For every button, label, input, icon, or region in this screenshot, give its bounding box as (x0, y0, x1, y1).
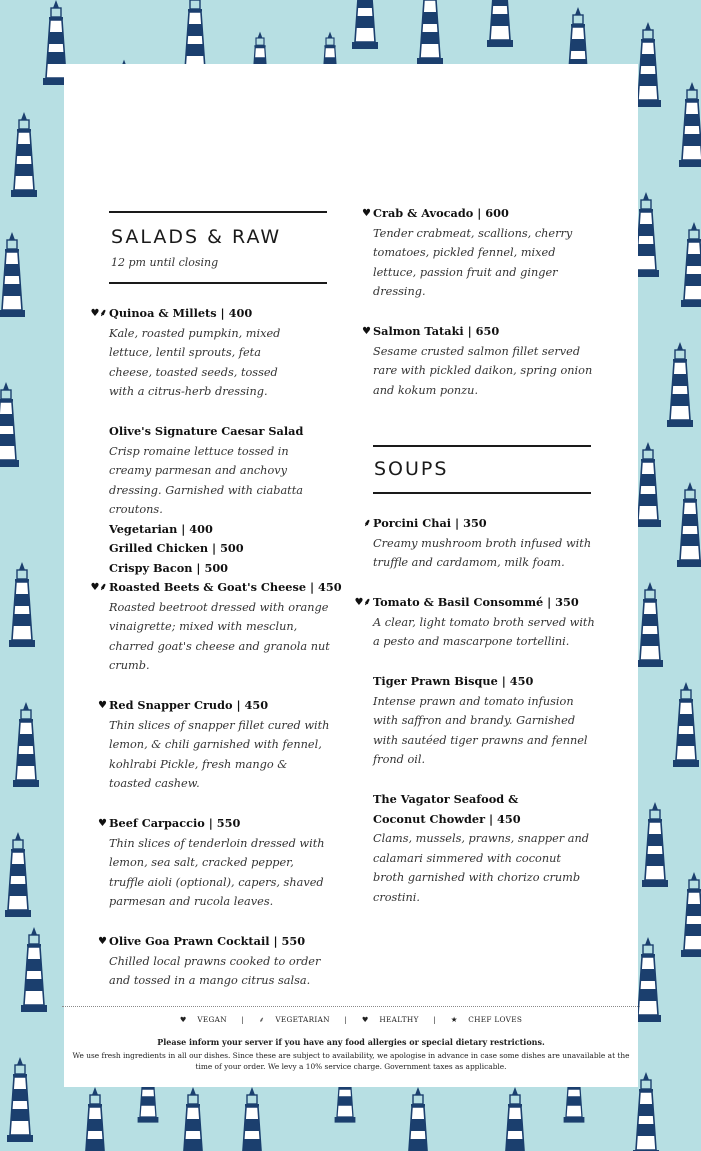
item-name: Olive's Signature Caesar Salad (109, 424, 304, 438)
heart-icon: ♥ (362, 326, 371, 337)
heart-leaf-icon: ♥⸙ (90, 308, 107, 319)
item-description: Thin slices of tenderloin dressed with lemon, sea salt, cracked pepper, truffle aioli (optional), capers, shaved parmesan and rucola leaves. (109, 836, 325, 908)
dietary-legend: ♥ VEGAN | ⸙ VEGETARIAN | ♥ HEALTHY | ★ CHEF LOVES (64, 1015, 638, 1025)
soups-rule-top (373, 445, 591, 447)
star-icon: ★ (450, 1015, 458, 1024)
heart-icon: ♥ (362, 208, 371, 219)
menu-item-caesar (109, 422, 331, 578)
heart-icon: ♥ (179, 1015, 187, 1024)
item-name: Salmon Tataki | 650 (373, 324, 500, 338)
allergy-notice: Please inform your server if you have any food allergies or special dietary restrictions. (157, 1037, 545, 1047)
legend-chef-loves: ★ CHEF LOVES (450, 1015, 523, 1024)
heart-icon: ♥ (98, 700, 107, 711)
heart-icon: ♥ (98, 936, 107, 947)
menu-item-beef-carpaccio (98, 814, 331, 912)
menu-item-salmon-tataki (362, 322, 595, 400)
heart-icon: ♥ (361, 1015, 369, 1024)
heart-leaf-icon: ♥⸙ (354, 597, 371, 608)
legend-vegetarian: ⸙ VEGETARIAN (258, 1015, 330, 1024)
menu-item-tiger-prawn-bisque (373, 672, 595, 770)
section-rule-top (109, 211, 327, 213)
item-name: The Vagator Seafood & Coconut Chowder | 450 (373, 792, 521, 826)
item-description: Sesame crusted salmon fillet served rare with pickled daikon, spring onion and kokum ponzu. (373, 344, 593, 397)
item-name: Olive Goa Prawn Cocktail | 550 (109, 934, 306, 948)
soups-title: SOUPS (374, 458, 449, 480)
item-name: Tomato & Basil Consommé | 350 (373, 595, 579, 609)
item-description: Thin slices of snapper fillet cured with lemon, & chili garnished with fennel, kohlrabi Pickle, fresh mango & toasted cashew. (109, 718, 330, 790)
item-description: Crisp romaine lettuce tossed in creamy parmesan and anchovy dressing. Garnished with ciabatta croutons. (109, 444, 303, 516)
menu-item-seafood-chowder (373, 790, 595, 907)
item-description: Clams, mussels, prawns, snapper and calamari simmered with coconut broth garnished with chorizo crumb crostini. (373, 832, 590, 904)
section-rule-bottom (109, 282, 327, 284)
item-name: Quinoa & Millets | 400 (109, 306, 253, 320)
salads-subtitle: 12 pm until closing (111, 256, 219, 269)
item-description: Chilled local prawns cooked to order and tossed in a mango citrus salsa. (109, 954, 321, 987)
legend-vegan: ♥ VEGAN (179, 1015, 227, 1024)
item-description: A clear, light tomato broth served with a pesto and mascarpone tortellini. (373, 615, 595, 648)
item-name: Crab & Avocado | 600 (373, 206, 509, 220)
leaf-icon: ⸙ (363, 518, 371, 529)
item-name: Roasted Beets & Goat's Cheese | 450 (109, 580, 342, 594)
item-description: Creamy mushroom broth infused with truffle and cardamom, milk foam. (373, 536, 592, 569)
salads-title: SALADS & RAW (111, 226, 282, 248)
item-description: Roasted beetroot dressed with orange vinaigrette; mixed with mesclun, charred goat's cheese and granola nut crumb. (109, 600, 330, 672)
option-grilled-chicken: Grilled Chicken | 500 (109, 541, 244, 555)
menu-item-porcini-chai (363, 514, 595, 573)
legend-healthy: ♥ HEALTHY (361, 1015, 419, 1024)
item-description: Intense prawn and tomato infusion with saffron and brandy. Garnished with sautéed tiger prawns and fennel frond oil. (373, 694, 588, 766)
menu-item-crab-avocado (362, 204, 595, 302)
option-vegetarian: Vegetarian | 400 (109, 521, 213, 536)
heart-leaf-icon: ♥⸙ (90, 582, 107, 593)
menu-card (64, 64, 638, 1087)
service-charge-notice: We use fresh ingredients in all our dishes. Since these are subject to availability, we apologise in advance in case some dishes are unavailable at the time of your order. We levy a 10% service charge. Government taxes as applicable. (72, 1051, 630, 1071)
menu-item-tomato-consomme (354, 593, 595, 652)
heart-icon: ♥ (98, 818, 107, 829)
item-name: Red Snapper Crudo | 450 (109, 698, 269, 712)
menu-item-red-snapper (98, 696, 331, 794)
item-name: Porcini Chai | 350 (373, 516, 487, 530)
item-name: Tiger Prawn Bisque | 450 (373, 674, 534, 688)
item-description: Kale, roasted pumpkin, mixed lettuce, lentil sprouts, feta cheese, toasted seeds, tossed with a citrus-herb dressing. (109, 326, 281, 398)
footer-divider (62, 1006, 640, 1007)
leaf-icon: ⸙ (258, 1015, 265, 1024)
item-description: Tender crabmeat, scallions, cherry tomatoes, pickled fennel, mixed lettuce, passion fruit and ginger dressing. (373, 226, 573, 298)
menu-item-prawn-cocktail (98, 932, 331, 991)
menu-item-roasted-beets (90, 578, 342, 676)
item-name: Beef Carpaccio | 550 (109, 816, 241, 830)
menu-item-quinoa (90, 304, 331, 402)
soups-rule-bottom (373, 492, 591, 494)
option-crispy-bacon: Crispy Bacon | 500 (109, 560, 229, 575)
